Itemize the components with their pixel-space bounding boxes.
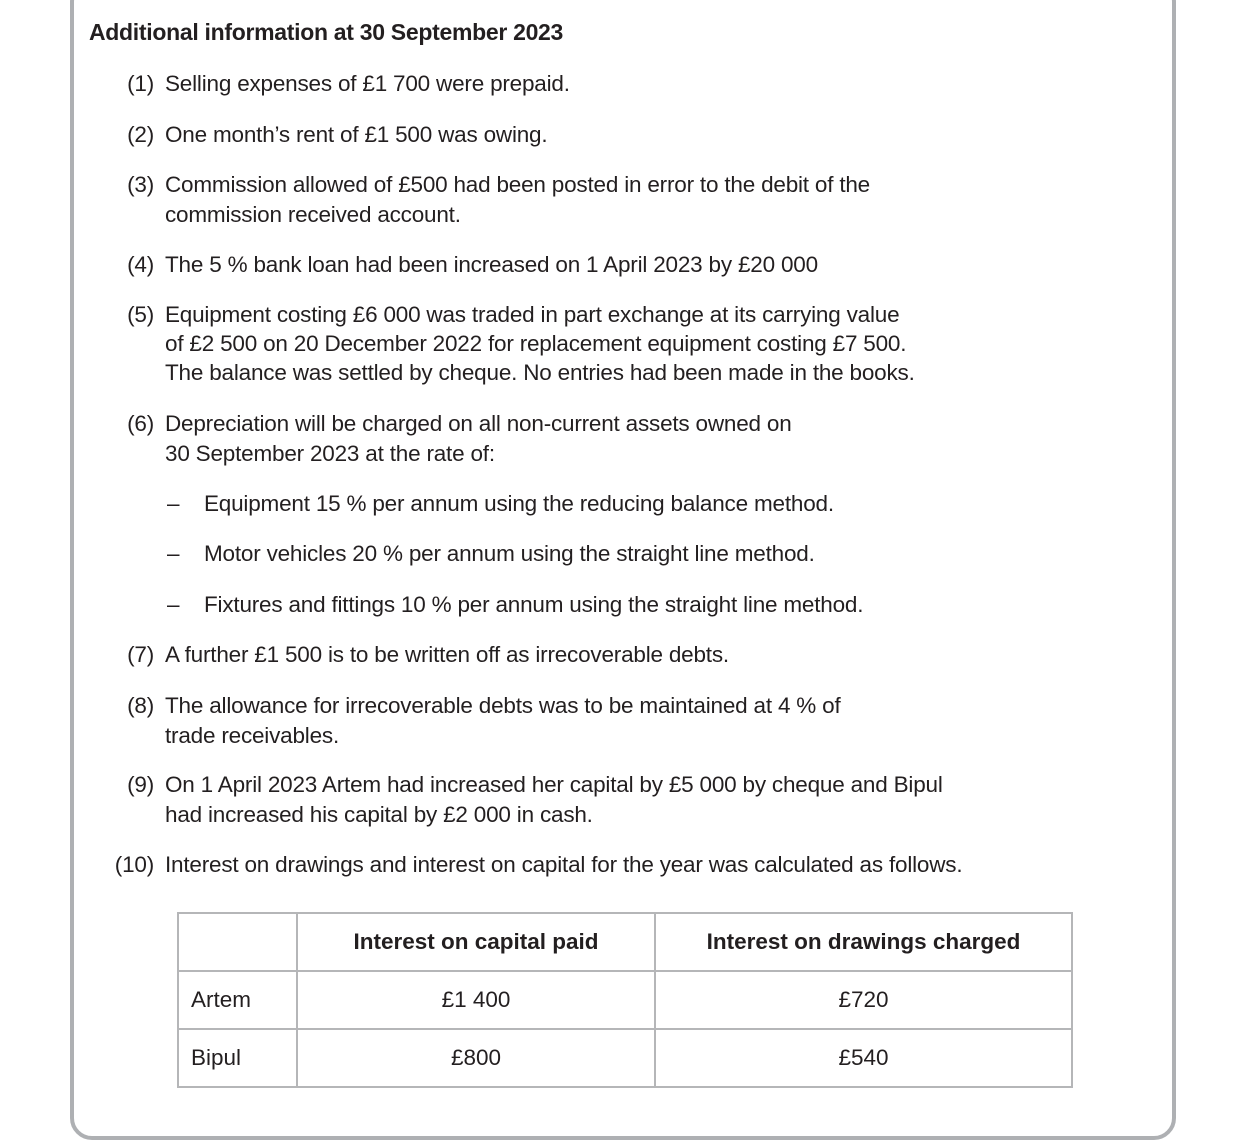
item-number: (7) bbox=[127, 642, 154, 667]
dash-bullet: – bbox=[167, 541, 180, 566]
interest-drawings-value: £540 bbox=[655, 1029, 1072, 1087]
item-text-cont: of £2 500 on 20 December 2022 for replacement equipment costing £7 500. bbox=[165, 331, 907, 356]
item-text: Depreciation will be charged on all non-current assets owned on bbox=[165, 411, 792, 436]
item-text: A further £1 500 is to be written off as irrecoverable debts. bbox=[165, 642, 729, 667]
table-header-row bbox=[178, 913, 1072, 971]
item-text: Interest on drawings and interest on capital for the year was calculated as follows. bbox=[165, 852, 963, 877]
item-text: Commission allowed of £500 had been posted in error to the debit of the bbox=[165, 172, 870, 197]
item-text-cont: trade receivables. bbox=[165, 723, 339, 748]
dash-bullet: – bbox=[167, 592, 180, 617]
item-text-cont: 30 September 2023 at the rate of: bbox=[165, 441, 495, 466]
item-text: The 5 % bank loan had been increased on 1 April 2023 by £20 000 bbox=[165, 252, 818, 277]
item-number: (2) bbox=[127, 122, 154, 147]
header-empty bbox=[178, 913, 297, 971]
item-text: On 1 April 2023 Artem had increased her capital by £5 000 by cheque and Bipul bbox=[165, 772, 943, 797]
table-row bbox=[178, 971, 1072, 1029]
item-number: (6) bbox=[127, 411, 154, 436]
item-number: (9) bbox=[127, 772, 154, 797]
item-number: (10) bbox=[114, 852, 154, 877]
item-text-cont: had increased his capital by £2 000 in cash. bbox=[165, 802, 593, 827]
header-interest-drawings: Interest on drawings charged bbox=[655, 913, 1072, 971]
item-text: Equipment costing £6 000 was traded in part exchange at its carrying value bbox=[165, 302, 900, 327]
interest-table bbox=[177, 912, 1073, 1088]
item-text-cont: commission received account. bbox=[165, 202, 461, 227]
subitem-fixtures: Fixtures and fittings 10 % per annum using the straight line method. bbox=[204, 592, 864, 617]
subitem-equipment: Equipment 15 % per annum using the reducing balance method. bbox=[204, 491, 834, 516]
dash-bullet: – bbox=[167, 491, 180, 516]
item-number: (4) bbox=[127, 252, 154, 277]
header-interest-capital: Interest on capital paid bbox=[297, 913, 655, 971]
partner-name: Bipul bbox=[178, 1029, 297, 1087]
section-heading: Additional information at 30 September 2023 bbox=[89, 19, 564, 45]
interest-drawings-value: £720 bbox=[655, 971, 1072, 1029]
item-number: (8) bbox=[127, 693, 154, 718]
interest-capital-value: £800 bbox=[297, 1029, 655, 1087]
item-number: (3) bbox=[127, 172, 154, 197]
item-text-cont: The balance was settled by cheque. No entries had been made in the books. bbox=[165, 360, 915, 385]
item-number: (1) bbox=[127, 71, 154, 96]
item-text: The allowance for irrecoverable debts was to be maintained at 4 % of bbox=[165, 693, 841, 718]
table-row bbox=[178, 1029, 1072, 1087]
interest-capital-value: £1 400 bbox=[297, 971, 655, 1029]
item-text: Selling expenses of £1 700 were prepaid. bbox=[165, 71, 570, 96]
partner-name: Artem bbox=[178, 971, 297, 1029]
subitem-motor-vehicles: Motor vehicles 20 % per annum using the straight line method. bbox=[204, 541, 815, 566]
item-number: (5) bbox=[127, 302, 154, 327]
item-text: One month’s rent of £1 500 was owing. bbox=[165, 122, 548, 147]
